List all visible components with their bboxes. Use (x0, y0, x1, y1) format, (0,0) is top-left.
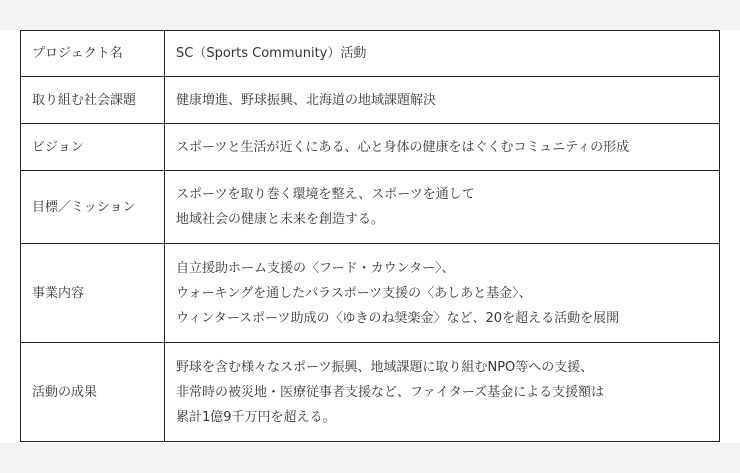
row-label: 取り組む社会課題 (21, 77, 165, 124)
row-value (165, 171, 720, 244)
row-value-line: 健康増進、野球振興、北海道の地域課題解決 (176, 92, 437, 108)
row-value-line: ウォーキングを通したパラスポーツ支援の〈あしあと基金〉、 (176, 285, 532, 301)
row-label: 目標／ミッション (21, 171, 165, 244)
table-row-project-name (21, 31, 720, 77)
row-value (165, 124, 720, 171)
row-value-line: 非常時の被災地・医療従事者支援など、ファイターズ基金による支援額は (176, 384, 605, 400)
row-value-line: 自立援助ホーム支援の〈フード・カウンター〉、 (176, 260, 455, 276)
table-row-social-issues (21, 77, 720, 124)
row-value-line: ウィンタースポーツ助成の〈ゆきのね奨楽金〉など、20を超える活動を展開 (176, 310, 620, 326)
row-label: プロジェクト名 (21, 31, 165, 77)
row-label: 事業内容 (21, 244, 165, 343)
table-row-business (21, 244, 720, 343)
row-value (165, 343, 720, 442)
row-value (165, 77, 720, 124)
row-value-line: SC（Sports Community）活動 (176, 46, 367, 61)
table-row-results (21, 343, 720, 442)
row-value-line: 野球を含む様々なスポーツ振興、地域課題に取り組むNPO等への支援、 (176, 359, 594, 375)
row-value (165, 244, 720, 343)
row-value-line: スポーツと生活が近くにある、心と身体の健康をはぐくむコミュニティの形成 (176, 139, 630, 155)
row-label: 活動の成果 (21, 343, 165, 442)
row-value-line: 累計1億9千万円を超える。 (176, 409, 336, 425)
row-value-line: 地域社会の健康と未来を創造する。 (176, 212, 385, 227)
row-value-line: スポーツを取り巻く環境を整え、スポーツを通して (176, 187, 475, 202)
row-value (165, 31, 720, 77)
row-label: ビジョン (21, 124, 165, 171)
project-profile-table (20, 30, 720, 442)
table-row-vision (21, 124, 720, 171)
table-row-mission (21, 171, 720, 244)
